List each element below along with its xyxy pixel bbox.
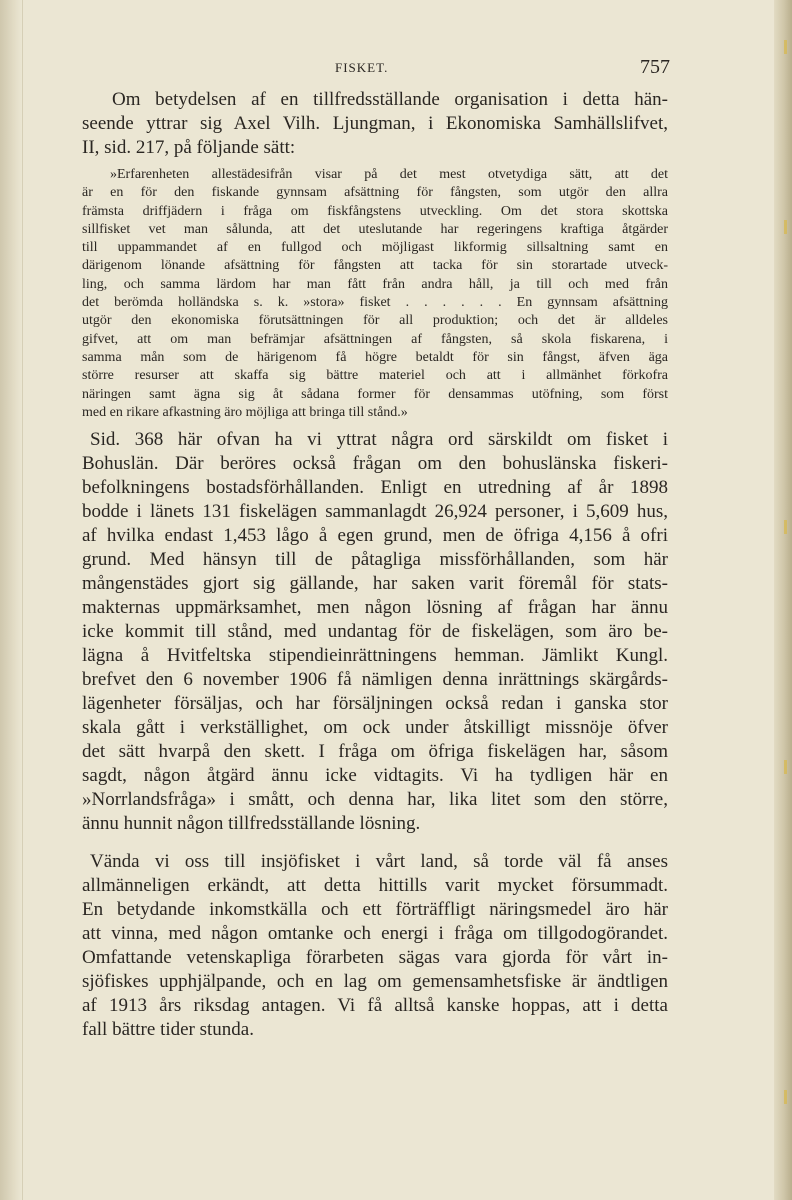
body-text (82, 88, 668, 1042)
text-line: skala gått i verkställighet, om ock under åtskilligt missnöje öfver (82, 717, 668, 739)
edge-stain (784, 520, 787, 534)
text-line: allmänneligen erkändt, att detta hittills varit mycket försummadt. (82, 875, 668, 897)
text-line: grund. Med hänsyn till de påtagliga missförhållanden, som här (82, 549, 668, 571)
text-line: därigenom lönande afsättning för fångsten att tacka för sin storartade utveck- (82, 258, 668, 274)
text-line: lägna å Hvitfeltska stipendieinrättningens hemman. Jämlikt Kungl. (82, 645, 668, 667)
text-line: af 1913 års riksdag antagen. Vi få alltså kanske hoppas, att i detta (82, 995, 668, 1017)
edge-stain (784, 1090, 787, 1104)
text-line: II, sid. 217, på följande sätt: (82, 137, 296, 158)
text-line: En betydande inkomstkälla och ett förträffligt näringsmedel äro här (82, 899, 668, 921)
edge-stain (784, 40, 787, 54)
text-line: med en rikare afkastning äro möjliga att bringa till stånd.» (82, 404, 408, 420)
text-line: mångenstädes gjort sig gällande, har saken varit föremål för stats- (82, 573, 668, 595)
text-line: »Erfarenheten allestädesifrån visar på det mest otvetydiga sätt, att det (110, 167, 668, 182)
running-header (80, 56, 670, 78)
text-line: af hvilka endast 1,453 lågo å egen grund, men de öfriga 4,156 å ofri (82, 525, 668, 547)
page-edge (774, 0, 792, 1200)
text-line: seende yttrar sig Axel Vilh. Ljungman, i Ekonomiska Samhällslifvet, (82, 113, 668, 134)
running-title: FISKET. (335, 60, 389, 75)
paragraph-insjofisket (82, 850, 668, 1042)
text-line: befolkningens bostadsförhållanden. Enligt en utredning af år 1898 (82, 477, 668, 499)
page-binding (0, 0, 23, 1200)
text-line: Vända vi oss till insjöfisket i vårt land, så torde väl få anses (90, 851, 668, 873)
text-line: icke kommit till stånd, med undantag för de fiskelägen, som äro be- (82, 621, 668, 643)
text-line: är en för den fiskande gynnsam afsättning för fångsten, som utgör den allra (82, 185, 668, 201)
text-line: samma mån som de härigenom få högre betaldt för sin fångst, äfven äga (82, 349, 668, 365)
edge-stain (784, 220, 787, 234)
text-line: näringen samt ägna sig åt sådana former för densammas utöfning, som först (82, 386, 668, 402)
text-line: ännu hunnit någon tillfredsställande lösning. (82, 813, 421, 835)
text-line: utgör den ekonomiska förutsättningen för all produktion; och det är alldeles (82, 313, 668, 329)
text-line: Omfattande vetenskapliga förarbeten sägas vara gjorda för vårt in- (82, 947, 668, 969)
text-line: främsta driffjädern i fråga om fiskfångstens utveckling. Om det stora skottska (82, 203, 668, 219)
text-line: sagdt, någon åtgärd ännu icke vidtagits. Vi ha tydligen här en (82, 765, 668, 787)
text-line: sjöfiskes upphjälpande, och en lag om gemensamhetsfiske är ändtligen (82, 971, 668, 993)
text-line: »Norrlandsfråga» i smått, och denna har, lika litet som den större, (82, 789, 668, 811)
paragraph-bohuslan (82, 428, 668, 836)
text-line: fall bättre tider stunda. (82, 1019, 254, 1041)
text-line: ling, och samma lärdom har man fått från andra håll, ja till och med från (82, 276, 668, 292)
text-line: lägenheter försäljas, och har försäljningen också redan i ganska stor (82, 693, 668, 715)
text-line: Bohuslän. Där beröres också frågan om den bohuslänska fiskeri- (82, 453, 668, 475)
text-line: Om betydelsen af en tillfredsställande organisation i detta hän- (112, 89, 668, 110)
text-line: brefvet den 6 november 1906 få nämligen denna inrättnings skärgårds- (82, 669, 668, 691)
text-line: det sätt hvarpå den skett. I fråga om öfriga fiskelägen har, såsom (82, 741, 668, 763)
text-line: gifvet, att om man befrämjar afsättningen af fångsten, så skola fiskarena, i (82, 331, 668, 347)
text-line: makternas uppmärksamhet, men någon lösning af frågan har ännu (82, 597, 668, 619)
paragraph-intro (82, 88, 668, 160)
text-line: till uppammandet af en fullgod och möjligast likformig sillsaltning samt en (82, 240, 668, 256)
text-line: bodde i länets 131 fiskelägen sammanlagdt 26,924 personer, i 5,609 hus, (82, 501, 668, 523)
text-line: det berömda holländska s. k. »stora» fisket . . . . . . En gynnsam afsättning (82, 295, 668, 311)
text-line: sillfisket vet man sålunda, att det uteslutande har regeringens kraftiga åtgärder (82, 221, 668, 237)
text-line: att vinna, med någon omtanke och energi i fråga om tillgodogörandet. (82, 923, 668, 945)
page-number: 757 (640, 56, 670, 78)
edge-stain (784, 760, 787, 774)
block-quote (82, 166, 668, 422)
text-line: Sid. 368 här ofvan ha vi yttrat några ord särskildt om fisket i (90, 429, 668, 451)
text-line: större resurser att skaffa sig bättre materiel och att i allmänhet förkofra (82, 368, 668, 384)
